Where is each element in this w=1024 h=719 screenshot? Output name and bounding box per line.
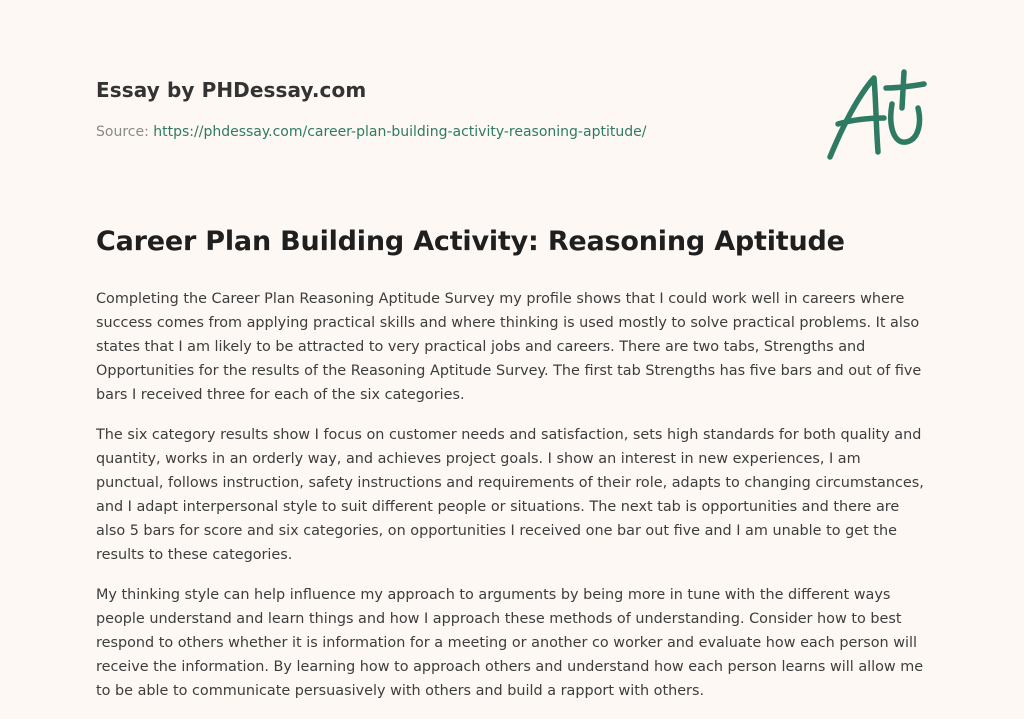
source-line (96, 124, 646, 140)
article-title: Career Plan Building Activity: Reasoning Aptitude (96, 226, 845, 257)
source-link[interactable]: https://phdessay.com/career-plan-building-activity-reasoning-aptitude/ (153, 124, 647, 140)
article-body (96, 287, 932, 719)
page (96, 0, 932, 716)
source-label: Source: (96, 124, 149, 140)
paragraph: My thinking style can help influence my approach to arguments by being more in tune with the different ways people understand and learn things and how I approach these methods of understanding. Consider how to best respond to others whether it is information for a meeting or another co worker and evaluate how each person will receive the information. By learning how to approach others and understand how each person learns will allow me to be able to communicate persuasively with others and build a rapport with others. (96, 587, 924, 699)
site-brand: Essay by PHDessay.com (96, 78, 367, 102)
a-plus-logo-icon (824, 68, 928, 164)
paragraph: Completing the Career Plan Reasoning Aptitude Survey my profile shows that I could work well in careers where success comes from applying practical skills and where thinking is used mostly to solve practical problems. It also states that I am likely to be attracted to very practical jobs and careers. There are two tabs, Strengths and Opportunities for the results of the Reasoning Aptitude Survey. The first tab Strengths has five bars and out of five bars I received three for each of the six categories. (96, 291, 922, 403)
paragraph: The six category results show I focus on customer needs and satisfaction, sets high standards for both quality and quantity, works in an orderly way, and achieves project goals. I show an interest in new experiences, I am punctual, follows instruction, safety instructions and requirements of their role, adapts to changing circumstances, and I adapt interpersonal style to suit different people or situations. The next tab is opportunities and there are also 5 bars for score and six categories, on opportunities I received one bar out five and I am unable to get the results to these categories. (96, 427, 924, 563)
